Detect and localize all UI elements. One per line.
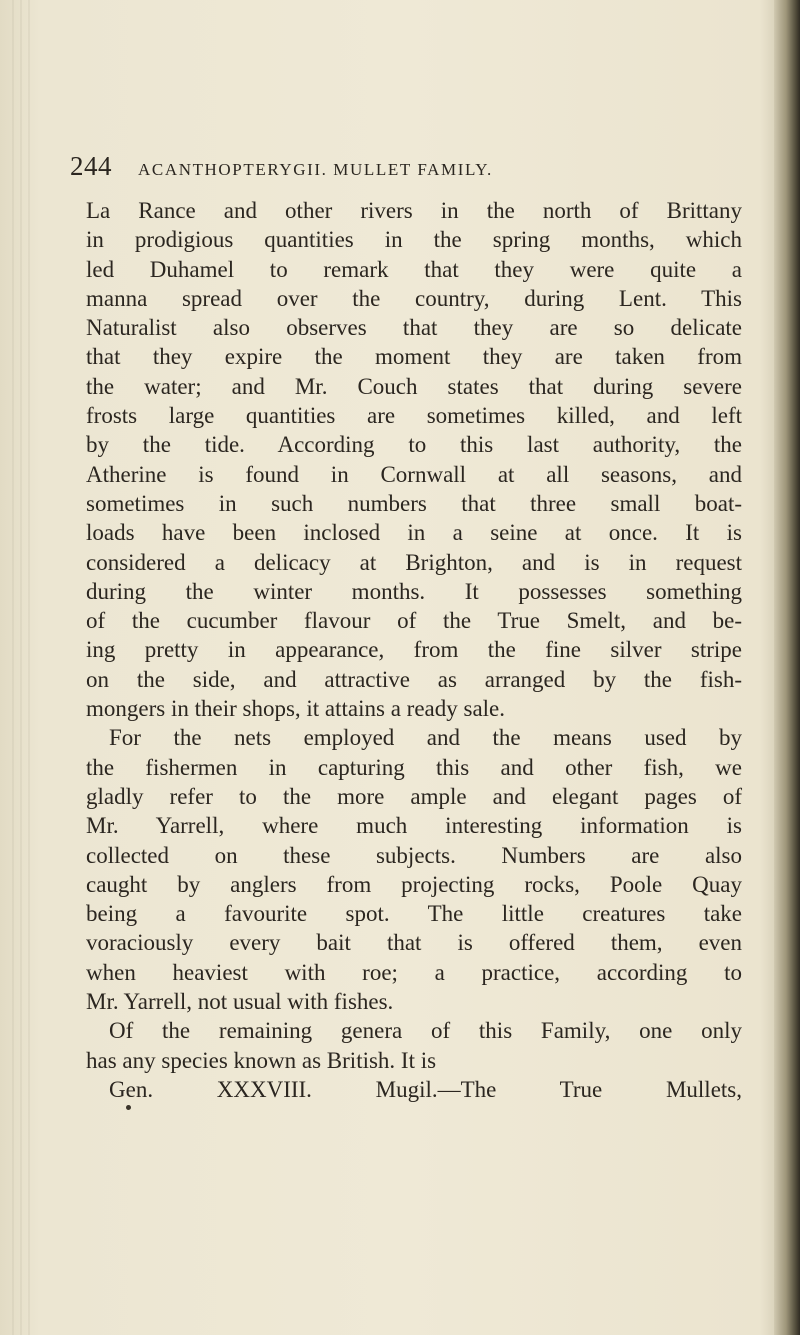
text-line: the fishermen in capturing this and other fish, we	[86, 754, 742, 780]
text-line: frosts large quantities are sometimes killed, and left	[86, 403, 742, 429]
text-line: by the tide. According to this last authority, the	[86, 432, 742, 458]
text-line: caught by anglers from projecting rocks, Poole Quay	[86, 871, 742, 897]
text-line: Mr. Yarrell, not usual with fishes.	[86, 989, 394, 1015]
running-head: ACANTHOPTERYGII. MULLET FAMILY.	[138, 160, 493, 179]
text-line: being a favourite spot. The little creatures take	[86, 901, 742, 927]
text-line: during the winter months. It possesses something	[86, 578, 742, 604]
text-line: collected on these subjects. Numbers are also	[86, 842, 742, 868]
body-text	[86, 196, 742, 1104]
text-line: led Duhamel to remark that they were quite a	[86, 256, 742, 282]
text-line: the water; and Mr. Couch states that during severe	[86, 373, 742, 399]
text-line: sometimes in such numbers that three small boat-	[86, 490, 742, 516]
text-line: of the cucumber flavour of the True Smelt, and be-	[86, 608, 742, 634]
text-line: Of the remaining genera of this Family, one only	[109, 1018, 742, 1044]
text-line: on the side, and attractive as arranged by the fish-	[86, 666, 742, 692]
text-line: considered a delicacy at Brighton, and is in request	[86, 549, 742, 575]
text-line: Atherine is found in Cornwall at all seasons, and	[86, 461, 742, 487]
text-line: Mr. Yarrell, where much interesting information is	[86, 813, 742, 839]
scan-left-edge	[6, 0, 34, 1335]
page-header	[70, 151, 750, 191]
text-line: has any species known as British. It is	[86, 1047, 437, 1073]
text-line: ing pretty in appearance, from the fine silver stripe	[86, 637, 742, 663]
genus-heading-line: Gen. XXXVIII. Mugil.—The True Mullets,	[109, 1076, 742, 1102]
text-line: loads have been inclosed in a seine at once. It is	[86, 520, 742, 546]
text-line: manna spread over the country, during Lent. This	[86, 285, 742, 311]
text-line: mongers in their shops, it attains a ready sale.	[86, 696, 506, 722]
text-line: For the nets employed and the means used by	[109, 725, 742, 751]
text-line: when heaviest with roe; a practice, according to	[86, 959, 742, 985]
text-line: in prodigious quantities in the spring months, which	[86, 227, 742, 253]
ink-speck	[126, 1105, 131, 1110]
text-line: voraciously every bait that is offered them, even	[86, 930, 742, 956]
page-number: 244	[70, 151, 112, 181]
text-line: Naturalist also observes that they are so delicate	[86, 315, 742, 341]
text-line: that they expire the moment they are taken from	[86, 344, 742, 370]
text-line: gladly refer to the more ample and elegant pages of	[86, 783, 742, 809]
text-line: La Rance and other rivers in the north of Brittany	[86, 198, 742, 223]
binding-right-edge	[774, 0, 800, 1335]
